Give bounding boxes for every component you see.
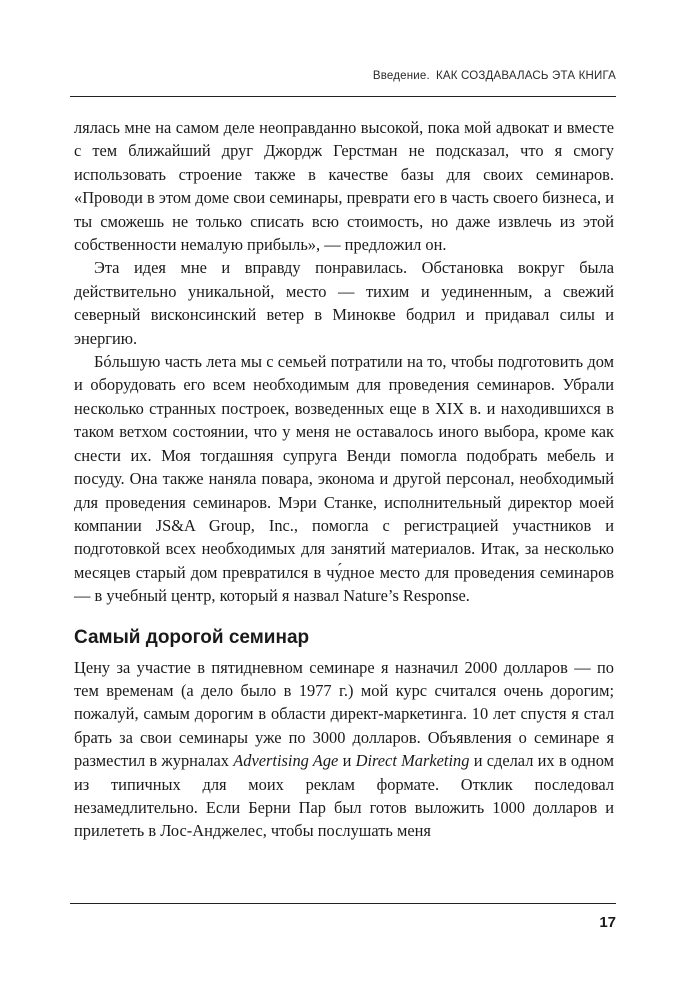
- header-title: КАК СОЗДАВАЛАСЬ ЭТА КНИГА: [435, 70, 616, 82]
- paragraph-2: Эта идея мне и вправду понравилась. Обстановка вокруг была действительно уникальной, место — тихим и уединенным, а свежий северный висконсинский ветер в Минокве бодрил и придавал силы и энергию.: [74, 258, 614, 348]
- running-header: [70, 70, 616, 82]
- magazine-direct-marketing: Direct Marketing: [355, 751, 470, 771]
- section-text-b: и сделал их в одном из типичных для моих реклам формате. Отклик последовал незамедлительно. Если Берни Пар был готов выложить 1000 долларов и прилететь в Лос-Анджелес, чтобы послушать меня: [74, 751, 614, 841]
- body-text: [74, 116, 614, 843]
- section-text-a: Цену за участие в пятидневном семинаре я назначил 2000 долларов — по тем временам (а дело было в 1977 г.) мой курс считался очень дорогим; пожалуй, самым дорогим в области директ-маркетинга. 10 лет спустя я стал брать за свои семинары уже по 3000 долларов. Объявления о семинаре я разместил в журналах: [74, 657, 614, 771]
- section-text-and: и: [338, 751, 356, 771]
- footer-rule: [70, 903, 616, 904]
- header-chapter: Введение.: [372, 70, 430, 82]
- header-rule: [70, 96, 616, 97]
- paragraph-3: Бóльшую часть лета мы с семьей потратили на то, чтобы подготовить дом и оборудовать его всем необходимым для проведения семинаров. Убрали несколько странных построек, возведенных еще в XIX в. и находившихся в таком ветхом состоянии, что у меня не оставалось иного выбора, кроме как снести их. Моя тогдашняя супруга Венди помогла подобрать мебель и посуду. Она также наняла повара, эконома и другой персонал, необходимый для проведения семинаров. Мэри Станке, исполнительный директор моей компании JS&A Group, Inc., помогла с регистрацией участников и подготовкой всех необходимых для занятий материалов. Итак, за несколько месяцев старый дом превратился в чу́дное место для проведения семинаров — в учебный центр, который я назвал Nature’s Response.: [74, 352, 614, 606]
- magazine-advertising-age: Advertising Age: [233, 751, 339, 771]
- section-heading: Самый дорогой семинар: [74, 626, 310, 648]
- paragraph-1: лялась мне на самом деле неоправданно высокой, пока мой адвокат и вместе с тем ближайший друг Джордж Герстман не подсказал, что я смогу использовать строение также в качестве базы для своих семинаров. «Проводи в этом доме свои семинары, преврати его в часть своего бизнеса, и ты сможешь не только списать всю стоимость, но даже извлечь из этой собственности немалую прибыль», — предложил он.: [74, 118, 614, 255]
- section-paragraph: [74, 656, 614, 843]
- page-number: 17: [599, 914, 616, 931]
